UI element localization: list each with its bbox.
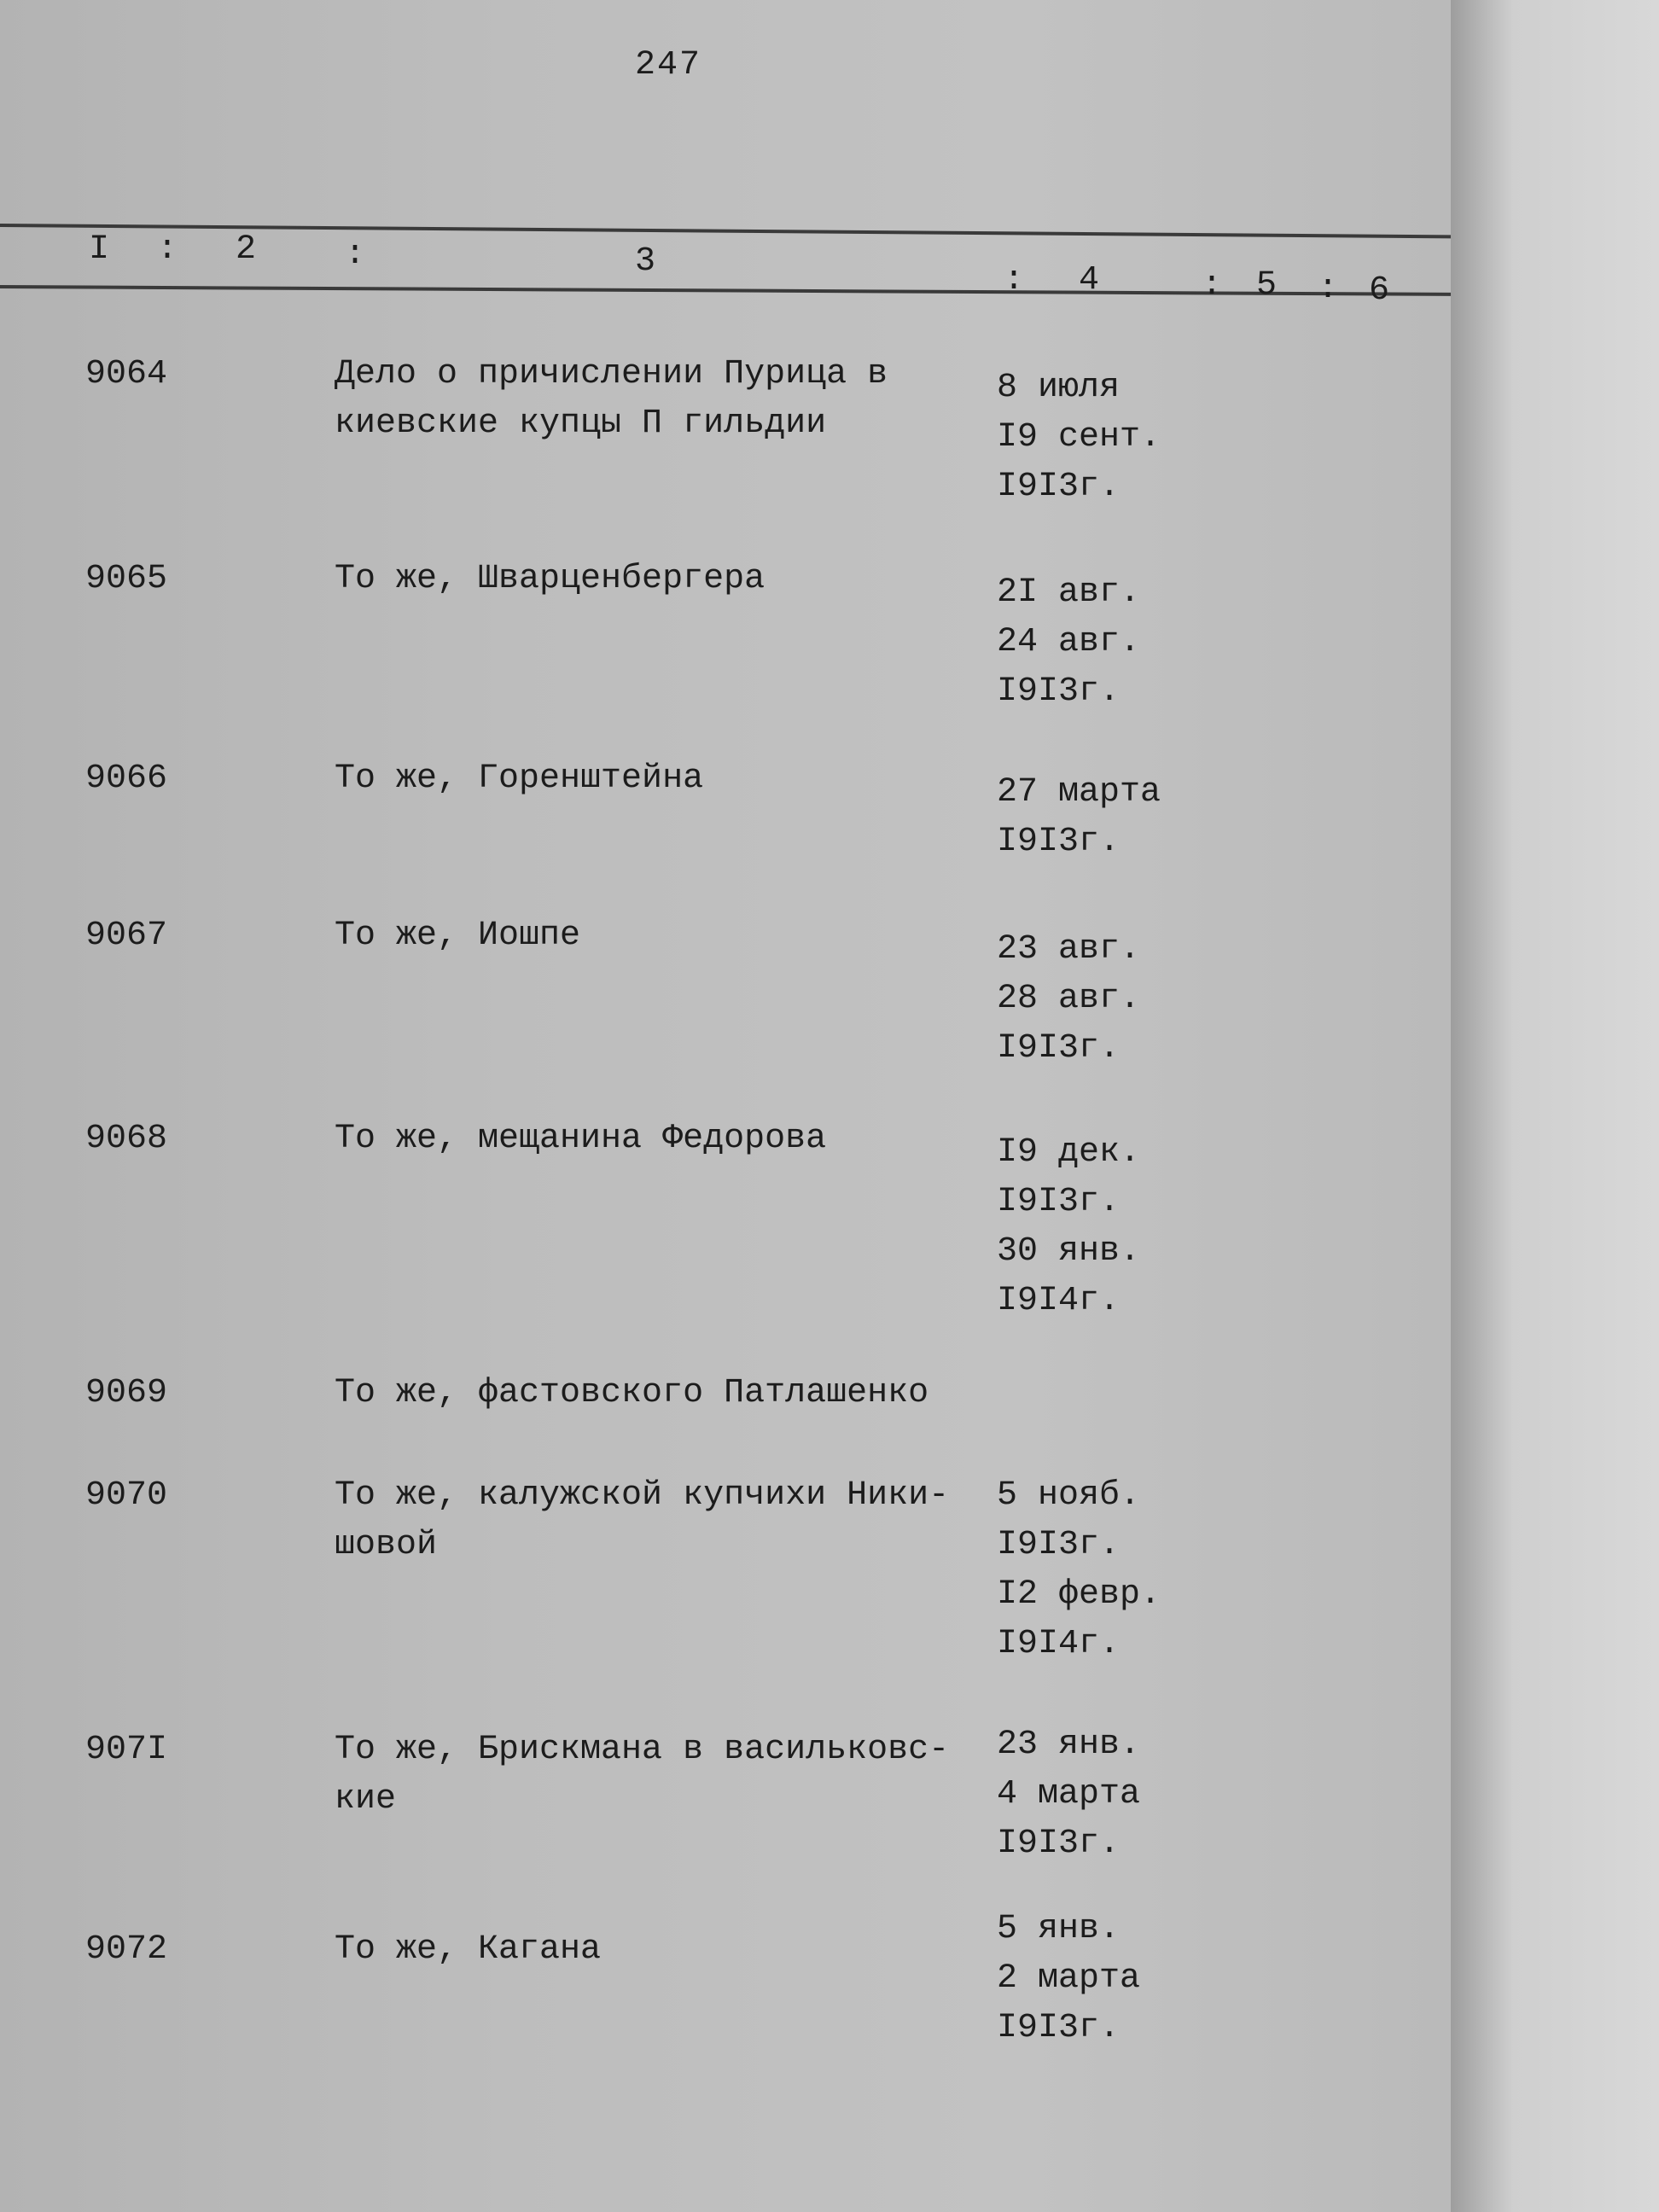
case-number: 907I <box>85 1731 168 1769</box>
case-dates: 2I авг. 24 авг. I9I3г. <box>997 573 1141 711</box>
column-separator: : <box>1318 270 1339 308</box>
case-number: 9072 <box>85 1930 168 1969</box>
page-number: 247 <box>635 46 702 84</box>
column-header-5: 5 <box>1256 266 1278 305</box>
column-separator: : <box>345 236 366 274</box>
column-separator: : <box>1004 261 1025 300</box>
case-number: 9064 <box>85 355 168 393</box>
case-dates: 23 авг. 28 авг. I9I3г. <box>997 930 1141 1068</box>
case-title: То же, фастовского Патлашенко <box>335 1374 929 1412</box>
column-header-6: 6 <box>1369 271 1390 310</box>
column-header-1: I <box>89 230 110 269</box>
case-title: То же, Иошпе <box>335 917 581 955</box>
case-dates: 23 янв. 4 марта I9I3г. <box>997 1726 1141 1863</box>
column-header-2: 2 <box>236 230 257 269</box>
adjacent-page-edge <box>1451 0 1659 2212</box>
case-number: 9068 <box>85 1120 168 1158</box>
case-title: То же, Брискмана в васильковс- кие <box>335 1731 950 1819</box>
case-title: То же, Горенштейна <box>335 760 704 798</box>
case-dates: I9 дек. I9I3г. 30 янв. I9I4г. <box>997 1133 1141 1320</box>
case-number: 9067 <box>85 917 168 955</box>
case-dates: 5 нояб. I9I3г. I2 февр. I9I4г. <box>997 1476 1161 1663</box>
case-number: 9069 <box>85 1374 168 1412</box>
column-header-4: 4 <box>1079 261 1100 300</box>
case-title: То же, мещанина Федорова <box>335 1120 827 1158</box>
case-dates: 8 июля I9 сент. I9I3г. <box>997 369 1161 506</box>
case-dates: 5 янв. 2 марта I9I3г. <box>997 1910 1141 2047</box>
case-number: 9065 <box>85 560 168 598</box>
column-separator: : <box>157 230 178 269</box>
case-title: То же, калужской купчихи Ники- шовой <box>335 1476 950 1564</box>
case-title: То же, Кагана <box>335 1930 602 1969</box>
header-bottom-rule <box>0 285 1451 296</box>
column-header-3: 3 <box>635 242 656 281</box>
case-title: Дело о причислении Пурица в киевские купцы П гильдии <box>335 355 888 443</box>
column-separator: : <box>1202 266 1223 305</box>
case-number: 9066 <box>85 760 168 798</box>
case-dates: 27 марта I9I3г. <box>997 773 1161 861</box>
case-number: 9070 <box>85 1476 168 1515</box>
header-top-rule <box>0 224 1451 238</box>
case-title: То же, Шварценбергера <box>335 560 765 598</box>
